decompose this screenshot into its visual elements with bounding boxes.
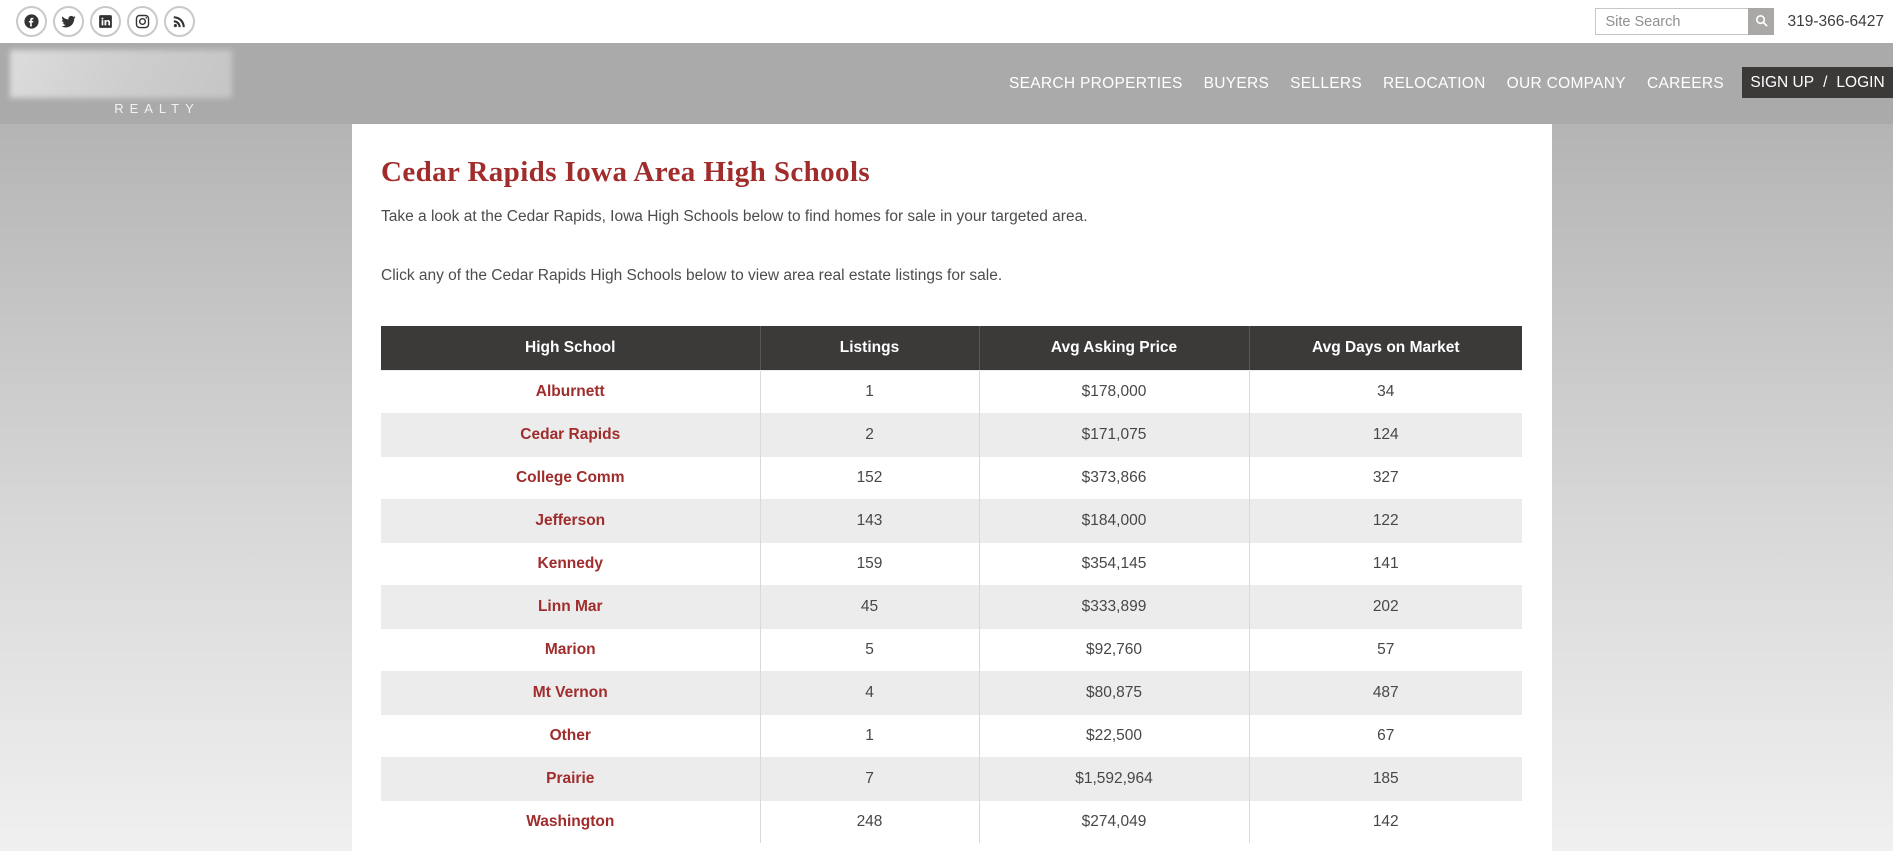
avg-days-cell: 122: [1249, 499, 1522, 542]
listings-cell: 1: [760, 370, 979, 413]
topbar-right: [1595, 8, 1884, 35]
school-link[interactable]: Prairie: [546, 769, 595, 787]
avg-price-cell: $171,075: [979, 413, 1249, 456]
school-link[interactable]: Jefferson: [535, 511, 606, 529]
twitter-icon[interactable]: [53, 6, 84, 37]
avg-days-cell: 487: [1249, 671, 1522, 714]
school-link[interactable]: Linn Mar: [537, 597, 603, 615]
listings-cell: 2: [760, 413, 979, 456]
search-icon: [1754, 13, 1769, 31]
top-utility-bar: [0, 0, 1893, 43]
site-search: [1595, 8, 1774, 35]
table-row: [381, 671, 1522, 714]
avg-days-cell: 327: [1249, 456, 1522, 499]
listings-cell: 248: [760, 800, 979, 843]
signup-label[interactable]: SIGN UP: [1750, 73, 1815, 91]
avg-price-cell: $1,592,964: [979, 757, 1249, 800]
listings-cell: 152: [760, 456, 979, 499]
table-row: [381, 714, 1522, 757]
school-link[interactable]: Mt Vernon: [532, 683, 608, 701]
school-link[interactable]: Other: [549, 726, 591, 744]
col-header-avg-days-on-market: Avg Days on Market: [1249, 326, 1522, 370]
schools-table: [381, 326, 1522, 843]
avg-days-cell: 202: [1249, 585, 1522, 628]
listings-cell: 4: [760, 671, 979, 714]
table-header-row: [381, 326, 1522, 370]
phone-number: 319-366-6427: [1787, 12, 1884, 30]
listings-cell: 7: [760, 757, 979, 800]
avg-days-cell: 124: [1249, 413, 1522, 456]
nav-item-buyers[interactable]: BUYERS: [1203, 75, 1270, 92]
content-panel: [352, 124, 1552, 851]
avg-price-cell: $373,866: [979, 456, 1249, 499]
rss-icon[interactable]: [164, 6, 195, 37]
table-row: [381, 499, 1522, 542]
school-link[interactable]: Marion: [544, 640, 596, 658]
table-row: [381, 757, 1522, 800]
logo-realty-text: REALTY: [114, 101, 200, 116]
intro-paragraph-2: Click any of the Cedar Rapids High Schools below to view area real estate listings for sale.: [381, 267, 1003, 284]
signup-login-separator: /: [1823, 73, 1828, 91]
avg-days-cell: 185: [1249, 757, 1522, 800]
avg-days-cell: 57: [1249, 628, 1522, 671]
school-link[interactable]: Washington: [526, 812, 615, 830]
avg-price-cell: $354,145: [979, 542, 1249, 585]
listings-cell: 45: [760, 585, 979, 628]
main-nav: [0, 43, 1893, 124]
logo[interactable]: [10, 50, 232, 116]
intro-paragraph-1: Take a look at the Cedar Rapids, Iowa High Schools below to find homes for sale in your targeted area.: [381, 208, 1088, 225]
school-link[interactable]: College Comm: [515, 468, 625, 486]
linkedin-icon[interactable]: [90, 6, 121, 37]
table-row: [381, 585, 1522, 628]
logo-image: [10, 50, 232, 98]
nav-item-search-properties[interactable]: SEARCH PROPERTIES: [1008, 75, 1183, 92]
nav-item-relocation[interactable]: RELOCATION: [1383, 75, 1486, 92]
table-body: [381, 370, 1522, 843]
table-row: [381, 800, 1522, 843]
listings-cell: 5: [760, 628, 979, 671]
avg-days-cell: 34: [1249, 370, 1522, 413]
table-row: [381, 370, 1522, 413]
instagram-icon[interactable]: [127, 6, 158, 37]
avg-price-cell: $92,760: [979, 628, 1249, 671]
table-row: [381, 413, 1522, 456]
nav-item-careers[interactable]: CAREERS: [1646, 75, 1724, 92]
login-label[interactable]: LOGIN: [1836, 73, 1885, 91]
page-title: Cedar Rapids Iowa Area High Schools: [381, 156, 871, 188]
search-input[interactable]: [1595, 8, 1748, 35]
listings-cell: 1: [760, 714, 979, 757]
avg-price-cell: $178,000: [979, 370, 1249, 413]
social-links: [16, 6, 195, 37]
avg-days-cell: 141: [1249, 542, 1522, 585]
avg-days-cell: 142: [1249, 800, 1522, 843]
table-row: [381, 628, 1522, 671]
nav-item-sellers[interactable]: SELLERS: [1290, 75, 1363, 92]
school-link[interactable]: Kennedy: [537, 554, 603, 572]
avg-price-cell: $184,000: [979, 499, 1249, 542]
listings-cell: 143: [760, 499, 979, 542]
nav-menu: [1009, 75, 1724, 93]
school-link[interactable]: Alburnett: [535, 382, 605, 400]
avg-price-cell: $333,899: [979, 585, 1249, 628]
table-row: [381, 542, 1522, 585]
listings-cell: 159: [760, 542, 979, 585]
col-header-avg-asking-price: Avg Asking Price: [979, 326, 1249, 370]
signup-login[interactable]: [1742, 67, 1893, 98]
page-background: [0, 124, 1893, 851]
avg-price-cell: $80,875: [979, 671, 1249, 714]
avg-price-cell: $22,500: [979, 714, 1249, 757]
facebook-icon[interactable]: [16, 6, 47, 37]
col-header-listings: Listings: [760, 326, 979, 370]
search-button[interactable]: [1748, 8, 1774, 35]
avg-days-cell: 67: [1249, 714, 1522, 757]
school-link[interactable]: Cedar Rapids: [520, 425, 621, 443]
nav-item-our-company[interactable]: OUR COMPANY: [1506, 75, 1626, 92]
table-row: [381, 456, 1522, 499]
avg-price-cell: $274,049: [979, 800, 1249, 843]
col-header-high-school: High School: [381, 326, 760, 370]
